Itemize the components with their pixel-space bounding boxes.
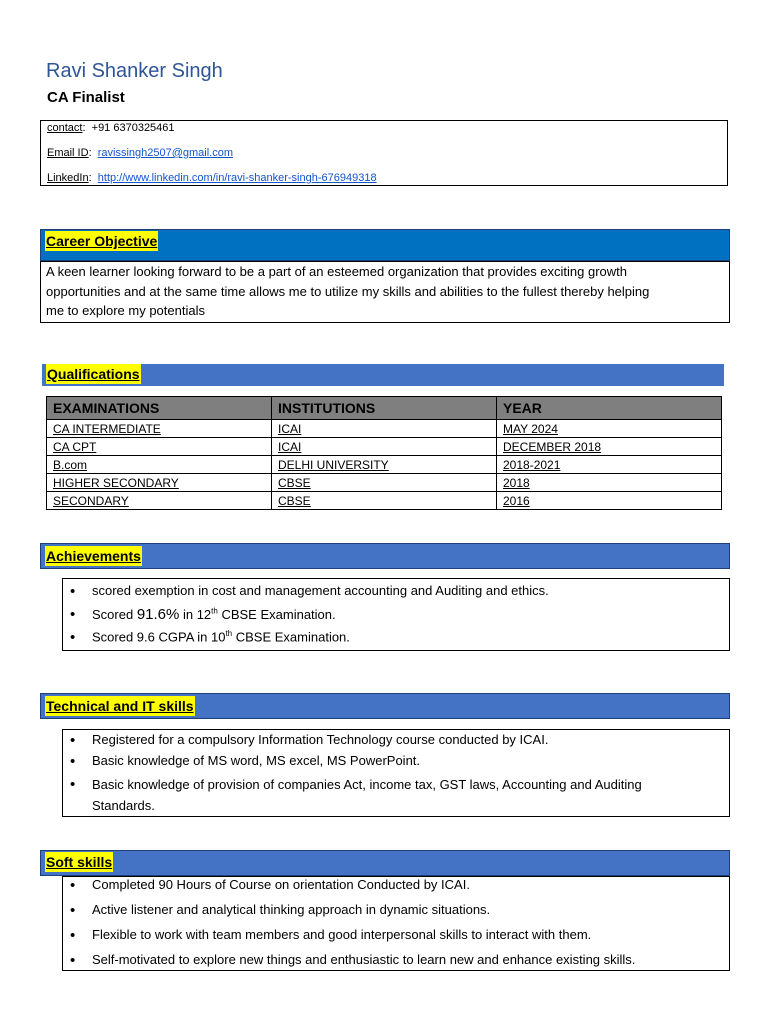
phone-value: +91 6370325461 <box>91 122 175 134</box>
table-row <box>47 456 722 474</box>
list-item-text: Flexible to work with team members and good interpersonal skills to interact with them. <box>92 927 592 942</box>
table-row <box>47 492 722 510</box>
table-cell: 2018-2021 <box>497 456 722 474</box>
table-cell: 2016 <box>497 492 722 510</box>
career-objective-text <box>46 262 726 321</box>
phone-label: contact <box>47 122 83 134</box>
list-item <box>66 583 549 606</box>
contact-phone-row: contact: +91 6370325461 <box>47 122 175 134</box>
linkedin-link[interactable]: http://www.linkedin.com/in/ravi-shanker-singh-676949318 <box>97 172 377 184</box>
candidate-title: CA Finalist <box>47 89 125 106</box>
table-row <box>47 438 722 456</box>
table-cell: ICAI <box>272 420 497 438</box>
list-item <box>66 902 635 927</box>
achievements-heading: Achievements <box>46 548 141 564</box>
table-cell: B.com <box>47 456 272 474</box>
list-item <box>66 952 635 974</box>
achievements-list <box>66 583 549 652</box>
table-cell: DECEMBER 2018 <box>497 438 722 456</box>
list-item <box>66 753 642 774</box>
list-item-text: scored exemption in cost and management accounting and Auditing and ethics. <box>92 583 549 598</box>
email-link[interactable]: ravissingh2507@gmail.com <box>97 147 234 159</box>
soft-skills-heading: Soft skills <box>46 854 113 870</box>
linkedin-label: LinkedIn <box>47 172 89 184</box>
list-item <box>66 629 549 652</box>
contact-box <box>40 120 728 186</box>
score-value: 91.6% <box>136 606 180 623</box>
table-cell: SECONDARY <box>47 492 272 510</box>
table-cell: 2018 <box>497 474 722 492</box>
table-cell: HIGHER SECONDARY <box>47 474 272 492</box>
candidate-name: Ravi Shanker Singh <box>46 60 223 82</box>
table-row <box>47 474 722 492</box>
technical-header <box>40 693 730 719</box>
qualifications-header <box>42 364 724 386</box>
objective-line: opportunities and at the same time allows me to utilize my skills and abilities to the fullest thereby helping <box>46 283 650 299</box>
superscript: th <box>211 606 218 616</box>
table-cell: ICAI <box>272 438 497 456</box>
list-item-text: in 12 <box>179 607 212 622</box>
table-cell: DELHI UNIVERSITY <box>272 456 497 474</box>
list-item-text: Self-motivated to explore new things and enthusiastic to learn new and enhance existing skills. <box>92 952 636 967</box>
table-cell: CA CPT <box>47 438 272 456</box>
list-item-text: CBSE Examination. <box>232 629 350 645</box>
table-cell: CBSE <box>272 492 497 510</box>
career-objective-heading: Career Objective <box>46 233 158 249</box>
column-header: INSTITUTIONS <box>272 397 497 420</box>
achievements-header <box>40 543 730 569</box>
contact-linkedin-row: LinkedIn: http://www.linkedin.com/in/ravi-shanker-singh-676949318 <box>47 172 377 184</box>
qualifications-table <box>46 396 722 510</box>
table-row <box>47 420 722 438</box>
list-item-text: Basic knowledge of MS word, MS excel, MS PowerPoint. <box>92 753 421 768</box>
superscript: th <box>225 629 233 638</box>
list-item <box>66 774 642 816</box>
list-item <box>66 606 549 629</box>
list-item-text: Standards. <box>92 798 155 813</box>
email-label: Email ID <box>47 147 89 159</box>
table-cell: CA INTERMEDIATE <box>47 420 272 438</box>
list-item-text: Completed 90 Hours of Course on orientation Conducted by ICAI. <box>92 877 470 892</box>
list-item-text: Scored <box>92 607 137 622</box>
technical-list <box>66 732 642 816</box>
soft-skills-header <box>40 850 730 876</box>
objective-line: A keen learner looking forward to be a part of an esteemed organization that provides exciting growth <box>46 264 628 279</box>
column-header: YEAR <box>497 397 722 420</box>
table-cell: MAY 2024 <box>497 420 722 438</box>
list-item-text: Registered for a compulsory Information Technology course conducted by ICAI. <box>92 732 549 747</box>
qualifications-heading: Qualifications <box>47 366 140 382</box>
career-objective-header <box>40 229 730 261</box>
column-header: EXAMINATIONS <box>47 397 272 420</box>
list-item <box>66 927 635 952</box>
list-item-text: Basic knowledge of provision of companies Act, income tax, GST laws, Accounting and Auditing <box>92 777 642 792</box>
list-item-text: Scored 9.6 CGPA in 10 <box>92 629 226 645</box>
list-item <box>66 877 635 902</box>
table-header-row <box>47 397 722 420</box>
soft-skills-list <box>66 877 635 974</box>
objective-line: me to explore my potentials <box>46 303 205 318</box>
list-item-text: Active listener and analytical thinking approach in dynamic situations. <box>92 902 491 917</box>
list-item-text: CBSE Examination. <box>217 607 336 622</box>
technical-heading: Technical and IT skills <box>46 698 194 714</box>
table-cell: CBSE <box>272 474 497 492</box>
list-item <box>66 732 642 753</box>
contact-email-row: Email ID: ravissingh2507@gmail.com <box>47 147 234 159</box>
